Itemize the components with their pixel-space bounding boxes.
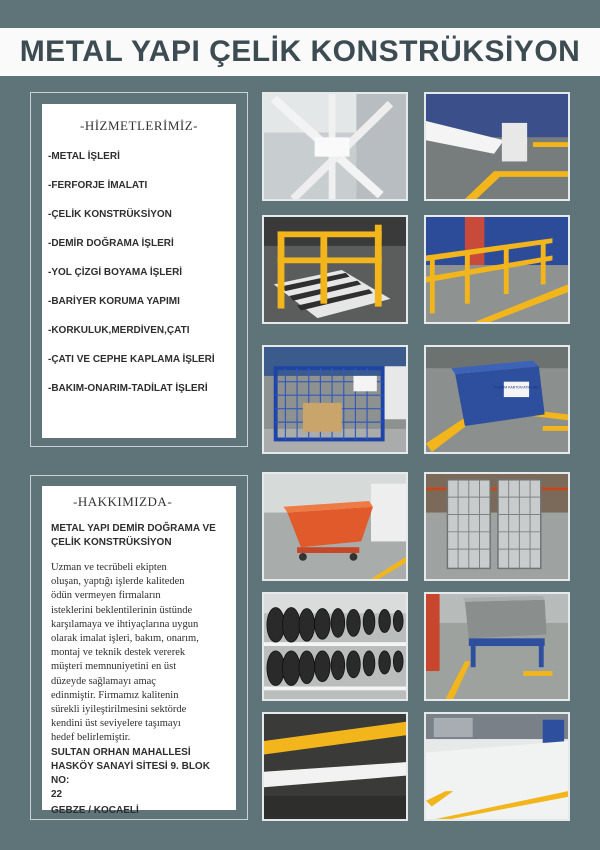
- about-text-line: hedef belirlemiştir.: [51, 732, 131, 744]
- service-item: -BAKIM-ONARIM-TADİLAT İŞLERİ: [48, 383, 208, 394]
- about-text-line: isteklerini beklentilerinin üstünde: [51, 604, 193, 616]
- service-item: -KORKULUK,MERDİVEN,ÇATI: [48, 325, 190, 336]
- service-item: -METAL İŞLERİ: [48, 151, 120, 162]
- about-text-line: düzeyde sağlamayı amaç: [51, 675, 156, 687]
- photo-blue-waste-bin: [424, 345, 570, 454]
- page-title: METAL YAPI ÇELİK KONSTRÜKSİYON: [19, 35, 581, 68]
- title-banner: [0, 28, 600, 76]
- about-text-line: montaj ve teknik destek vererek: [51, 647, 186, 659]
- company-name-line: METAL YAPI DEMİR DOĞRAMA VE: [51, 523, 216, 534]
- address-line: GEBZE / KOCAELİ: [51, 804, 139, 816]
- services-list: [48, 142, 230, 403]
- about-text-line: olarak imalat işleri, bakım, onarım,: [51, 633, 199, 645]
- service-item: -ÇATI VE CEPHE KAPLAMA İŞLERİ: [48, 354, 215, 365]
- about-heading: -HAKKIMIZDA-: [73, 494, 173, 509]
- about-text-line: edinmiştir. Firmamız kalitenin: [51, 689, 179, 701]
- address-line: 22: [51, 788, 63, 800]
- photo-blue-cart-floor-marking: [424, 592, 570, 701]
- photo-floor-line-painting: [262, 712, 408, 821]
- address-line: HASKÖY SANAYİ SİTESİ 9. BLOK NO:: [51, 760, 210, 786]
- about-text-line: karşılamaya ve ihtiyaçlarına uygun: [51, 618, 199, 630]
- bin-label: KURUM KARTON ATIKLARI: [494, 385, 539, 390]
- photo-tire-storage-rack: [262, 592, 408, 701]
- photo-steel-frame-bracing: [262, 92, 408, 201]
- about-text-line: kendini üst seviyelere taşımayı: [51, 718, 181, 730]
- about-text-line: müşteri memnuniyetini en üst: [51, 661, 177, 673]
- address-line: SULTAN ORHAN MAHALLESİ: [51, 746, 191, 758]
- photo-yellow-guard-rail: [262, 215, 408, 324]
- services-panel: [42, 104, 236, 438]
- photo-pipe-bracket-floor-line: [424, 92, 570, 201]
- photo-yellow-railing-walkway: [424, 215, 570, 324]
- service-item: -BARİYER KORUMA YAPIMI: [48, 296, 180, 307]
- photo-orange-tipping-hopper: [262, 472, 408, 581]
- photo-epoxy-floor-coating: [424, 712, 570, 821]
- service-item: -YOL ÇİZGİ BOYAMA İŞLERİ: [48, 267, 183, 278]
- photo-blue-mesh-cage: [262, 345, 408, 454]
- about-text-line: ödün vermeyen firmaların: [51, 590, 161, 602]
- service-item: -DEMİR DOĞRAMA İŞLERİ: [48, 238, 174, 249]
- photo-stacked-wire-baskets: [424, 472, 570, 581]
- about-text-line: oluşan, yaptığı işlerde kaliteden: [51, 576, 185, 588]
- about-text-line: sürekli iyileştirilmesini sektörde: [51, 704, 187, 716]
- company-name-line: ÇELİK KONSTRÜKSİYON: [51, 537, 172, 548]
- service-item: -FERFORJE İMALATI: [48, 180, 148, 191]
- about-text-line: Uzman ve tecrübeli ekipten: [51, 562, 167, 573]
- services-heading: -HİZMETLERİMİZ-: [80, 118, 198, 133]
- service-item: -ÇELİK KONSTRÜKSİYON: [48, 209, 172, 220]
- about-panel: [42, 486, 236, 816]
